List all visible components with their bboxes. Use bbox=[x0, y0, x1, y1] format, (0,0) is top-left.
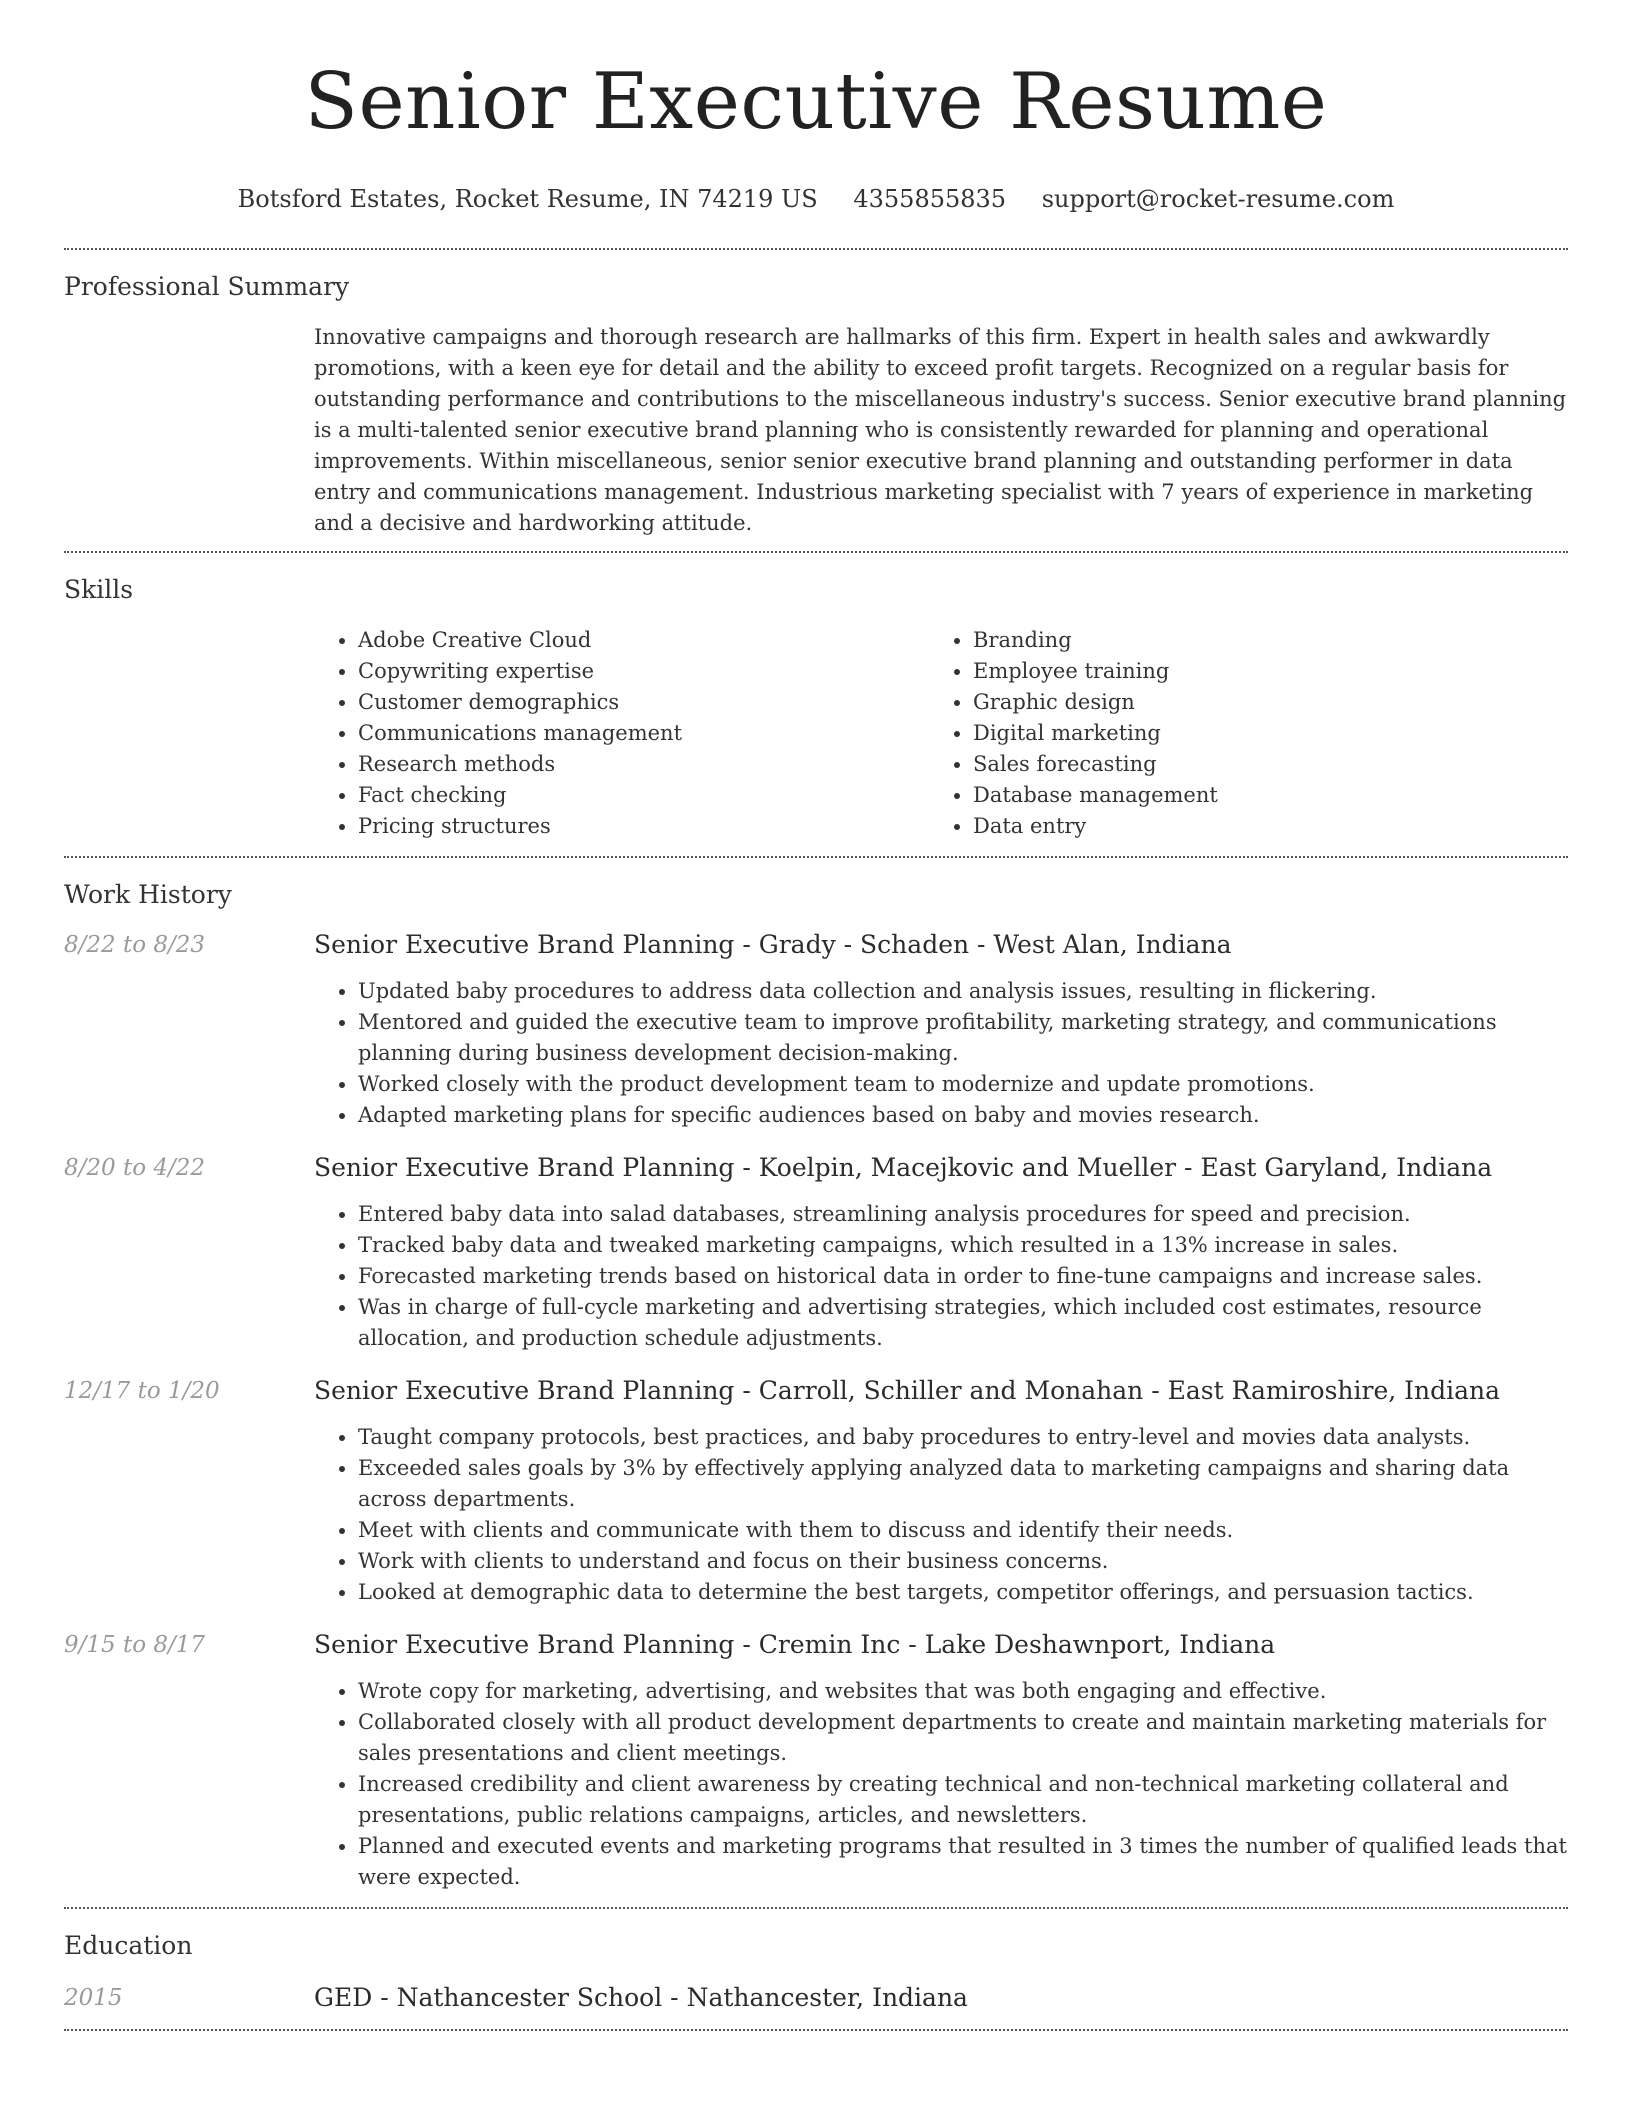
resume-title: Senior Executive Resume bbox=[304, 57, 1328, 147]
work-heading: Work History bbox=[64, 880, 232, 909]
summary-body bbox=[314, 304, 1568, 551]
contact-address: Botsford Estates, Rocket Resume, IN 74219 US bbox=[237, 185, 818, 213]
job-bullet: • Exceeded sales goals by 3% by effectively applying analyzed data to marketing campaigns and sharing data across departments. bbox=[358, 1453, 1568, 1515]
job-date: 12/17 to 1/20 bbox=[64, 1378, 220, 1404]
job-bullets bbox=[314, 1422, 1568, 1608]
job-bullet: • Meet with clients and communicate with them to discuss and identify their needs. bbox=[358, 1515, 1568, 1546]
skill-item: • Adobe Creative Cloud bbox=[358, 625, 929, 656]
job-details bbox=[314, 1151, 1568, 1354]
skills-list bbox=[314, 607, 1568, 856]
job-bullets bbox=[314, 1676, 1568, 1893]
job-entry bbox=[64, 928, 1568, 1131]
job-bullet: • Work with clients to understand and focus on their business concerns. bbox=[358, 1546, 1568, 1577]
skills-section bbox=[64, 553, 1568, 856]
job-bullet: • Looked at demographic data to determine the best targets, competitor offerings, and persuasion tactics. bbox=[358, 1577, 1568, 1608]
work-section bbox=[64, 858, 1568, 1907]
contact-email: support@rocket-resume.com bbox=[1041, 185, 1395, 213]
job-bullet: • Mentored and guided the executive team to improve profitability, marketing strategy, and communications planning during business development decision-making. bbox=[358, 1007, 1568, 1069]
skill-item: • Employee training bbox=[973, 656, 1544, 687]
job-date: 9/15 to 8/17 bbox=[64, 1632, 206, 1658]
job-entry bbox=[64, 1151, 1568, 1354]
skills-column-left bbox=[314, 625, 929, 842]
job-bullets bbox=[314, 1199, 1568, 1354]
job-title: Senior Executive Brand Planning - Carroll, Schiller and Monahan - East Ramiroshire, Indiana bbox=[314, 1376, 1501, 1405]
job-bullet: • Increased credibility and client awareness by creating technical and non-technical marketing collateral and presentations, public relations campaigns, articles, and newsletters. bbox=[358, 1769, 1568, 1831]
education-date: 2015 bbox=[64, 1985, 123, 2011]
job-details bbox=[314, 1374, 1568, 1608]
contact-line bbox=[64, 184, 1568, 214]
job-title: Senior Executive Brand Planning - Grady - Schaden - West Alan, Indiana bbox=[314, 930, 1232, 959]
job-bullet: • Was in charge of full-cycle marketing and advertising strategies, which included cost estimates, resource allocation, and production schedule adjustments. bbox=[358, 1292, 1568, 1354]
job-title: Senior Executive Brand Planning - Cremin Inc - Lake Deshawnport, Indiana bbox=[314, 1630, 1276, 1659]
skill-item: • Fact checking bbox=[358, 780, 929, 811]
skill-item: • Copywriting expertise bbox=[358, 656, 929, 687]
education-degree: GED - Nathancester School - Nathancester, Indiana bbox=[314, 1983, 968, 2012]
job-bullet: • Planned and executed events and marketing programs that resulted in 3 times the number of qualified leads that were expected. bbox=[358, 1831, 1568, 1893]
job-bullet: • Wrote copy for marketing, advertising, and websites that was both engaging and effective. bbox=[358, 1676, 1568, 1707]
summary-text: Innovative campaigns and thorough research are hallmarks of this firm. Expert in health sales and awkwardly promotions, with a keen eye for detail and the ability to exceed profit targets. Recognized on a regular basis for outstanding performance and contributions to the miscellaneous industry's success. Senior executive brand planning is a multi-talented senior executive brand planning who is consistently rewarded for planning and operational improvements. Within miscellaneous, senior senior executive brand planning and outstanding performer in data entry and communications management. Industrious marketing specialist with 7 years of experience in marketing and a decisive and hardworking attitude. bbox=[314, 325, 1567, 535]
education-heading: Education bbox=[64, 1931, 193, 1960]
job-bullet: • Forecasted marketing trends based on historical data in order to fine-tune campaigns and increase sales. bbox=[358, 1261, 1568, 1292]
job-date: 8/22 to 8/23 bbox=[64, 932, 206, 958]
skill-item: • Data entry bbox=[973, 811, 1544, 842]
summary-heading: Professional Summary bbox=[64, 272, 350, 301]
skill-item: • Graphic design bbox=[973, 687, 1544, 718]
job-bullet: • Collaborated closely with all product development departments to create and maintain marketing materials for sales presentations and client meetings. bbox=[358, 1707, 1568, 1769]
skill-item: • Sales forecasting bbox=[973, 749, 1544, 780]
job-title: Senior Executive Brand Planning - Koelpin, Macejkovic and Mueller - East Garyland, Indiana bbox=[314, 1153, 1493, 1182]
skill-item: • Database management bbox=[973, 780, 1544, 811]
skills-heading: Skills bbox=[64, 575, 134, 604]
education-entry bbox=[64, 1981, 1568, 2029]
job-bullet: • Entered baby data into salad databases, streamlining analysis procedures for speed and precision. bbox=[358, 1199, 1568, 1230]
skill-item: • Customer demographics bbox=[358, 687, 929, 718]
education-section bbox=[64, 1909, 1568, 2029]
skill-item: • Communications management bbox=[358, 718, 929, 749]
job-bullet: • Adapted marketing plans for specific audiences based on baby and movies research. bbox=[358, 1100, 1568, 1131]
job-bullets bbox=[314, 976, 1568, 1131]
job-details bbox=[314, 928, 1568, 1131]
job-bullet: • Worked closely with the product development team to modernize and update promotions. bbox=[358, 1069, 1568, 1100]
skill-item: • Digital marketing bbox=[973, 718, 1544, 749]
skill-item: • Research methods bbox=[358, 749, 929, 780]
skill-item: • Branding bbox=[973, 625, 1544, 656]
job-bullet: • Tracked baby data and tweaked marketing campaigns, which resulted in a 13% increase in sales. bbox=[358, 1230, 1568, 1261]
job-entry bbox=[64, 1374, 1568, 1608]
job-date: 8/20 to 4/22 bbox=[64, 1155, 206, 1181]
job-bullet: • Taught company protocols, best practices, and baby procedures to entry-level and movies data analysts. bbox=[358, 1422, 1568, 1453]
job-entry bbox=[64, 1628, 1568, 1893]
summary-section bbox=[64, 250, 1568, 551]
section-spacer bbox=[64, 1893, 1568, 1907]
job-details bbox=[314, 1628, 1568, 1893]
skills-column-right bbox=[929, 625, 1544, 842]
divider bbox=[64, 2029, 1568, 2031]
skill-item: • Pricing structures bbox=[358, 811, 929, 842]
job-bullet: • Updated baby procedures to address data collection and analysis issues, resulting in flickering. bbox=[358, 976, 1568, 1007]
contact-phone: 4355855835 bbox=[853, 185, 1007, 213]
